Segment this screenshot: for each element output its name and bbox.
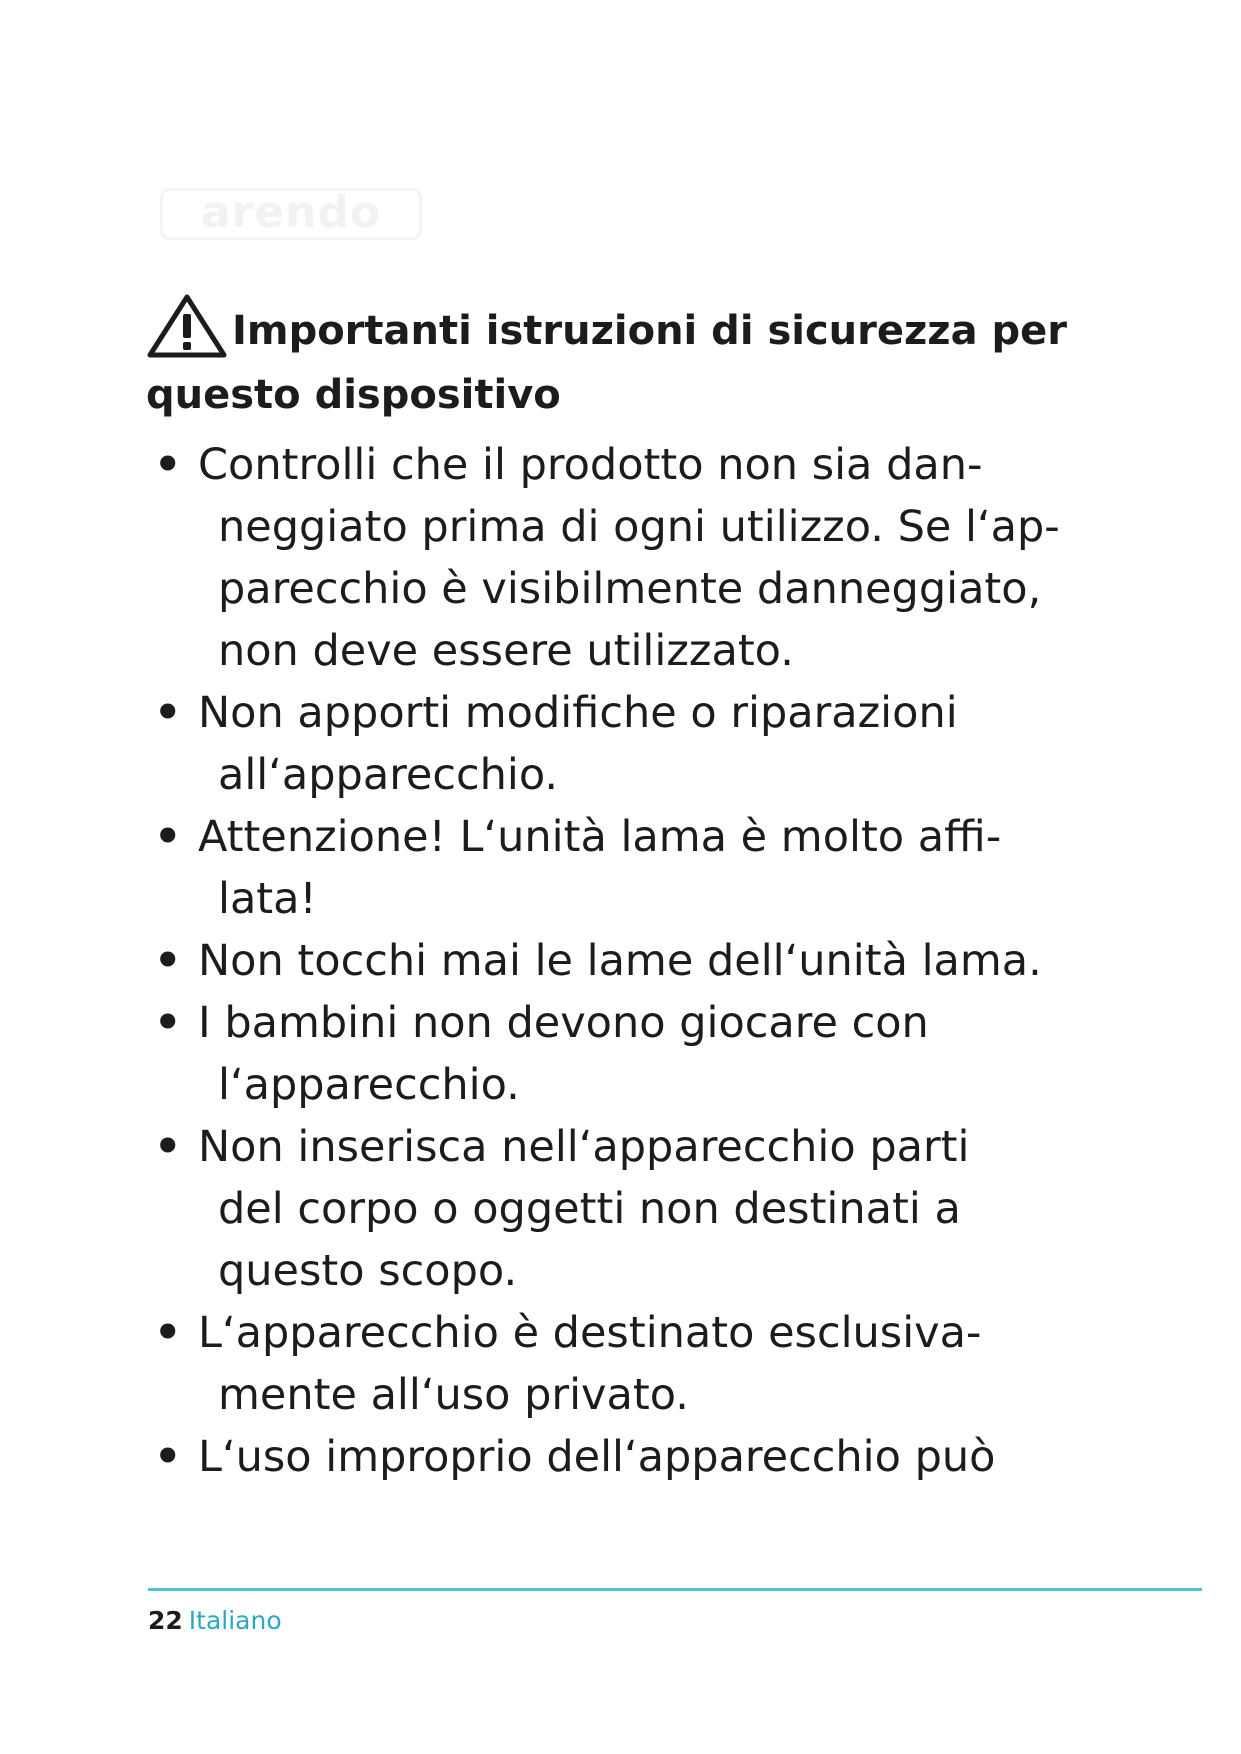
list-item-text: L‘uso improprio dell‘apparecchio può xyxy=(198,1432,996,1482)
page-language: Italiano xyxy=(188,1606,282,1635)
bullet-icon: • xyxy=(154,812,182,862)
list-item xyxy=(146,682,1106,806)
list-item-text: lata! xyxy=(218,874,317,924)
bullet-icon: • xyxy=(154,688,182,738)
list-item-text: I bambini non devono giocare con xyxy=(198,998,929,1048)
list-item xyxy=(146,1426,1106,1488)
warning-triangle-icon xyxy=(146,292,228,360)
list-item-text: Non tocchi mai le lame dell‘unità lama. xyxy=(198,936,1042,986)
list-item xyxy=(146,930,1106,992)
list-item xyxy=(146,434,1106,682)
list-item-text: del corpo o oggetti non destinati a xyxy=(218,1184,961,1234)
footer-divider xyxy=(148,1588,1202,1591)
section-heading xyxy=(146,292,1106,427)
page-number: 22 xyxy=(148,1606,183,1635)
bullet-icon: • xyxy=(154,936,182,986)
bullet-icon: • xyxy=(154,1122,182,1172)
list-item-text: all‘apparecchio. xyxy=(218,750,559,800)
heading-line-1: Importanti istruzioni di sicurezza per xyxy=(232,308,1067,354)
bullet-icon: • xyxy=(154,998,182,1048)
list-item-text: Controlli che il prodotto non sia dan- xyxy=(198,440,983,490)
page-footer xyxy=(148,1604,282,1638)
list-item xyxy=(146,806,1106,930)
list-item-text: L‘apparecchio è destinato esclusiva- xyxy=(198,1308,982,1358)
list-item-text: neggiato prima di ogni utilizzo. Se l‘ap- xyxy=(218,502,1060,552)
list-item xyxy=(146,1116,1106,1302)
list-item-text: mente all‘uso privato. xyxy=(218,1370,689,1420)
list-item-text: Non inserisca nell‘apparecchio parti xyxy=(198,1122,970,1172)
bullet-icon: • xyxy=(154,440,182,490)
list-item-text: Non apporti modifiche o riparazioni xyxy=(198,688,958,738)
list-item xyxy=(146,992,1106,1116)
list-item-text: l‘apparecchio. xyxy=(218,1060,520,1110)
list-item-text: questo scopo. xyxy=(218,1246,518,1296)
bullet-icon: • xyxy=(154,1432,182,1482)
list-item-text: parecchio è visibilmente danneggiato, xyxy=(218,564,1042,614)
brand-logo-watermark: arendo xyxy=(160,188,422,240)
list-item-text: non deve essere utilizzato. xyxy=(218,626,794,676)
list-item-text: Attenzione! L‘unità lama è molto affi- xyxy=(198,812,1002,862)
list-item xyxy=(146,1302,1106,1426)
bullet-icon: • xyxy=(154,1308,182,1358)
heading-line-2: questo dispositivo xyxy=(146,372,561,418)
safety-instructions-list xyxy=(146,434,1106,1488)
